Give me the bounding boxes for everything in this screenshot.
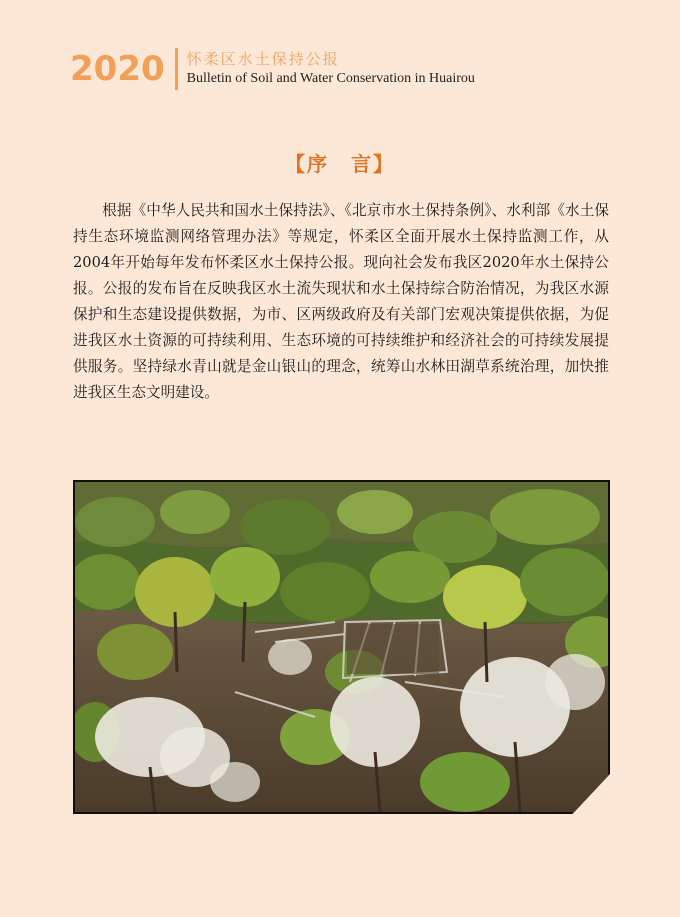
- header-divider: [175, 48, 178, 90]
- section-title-char-1: 序: [307, 152, 329, 176]
- section-bracket-close: 】: [373, 152, 395, 176]
- header-titles: [187, 49, 475, 89]
- header-year: 2020: [70, 49, 165, 89]
- section-title-char-2: 言: [351, 152, 373, 176]
- section-title: [0, 148, 680, 177]
- preface-paragraph: 根据《中华人民共和国水土保持法》、《北京市水土保持条例》、水利部《水土保持生态环境监测网络管理办法》等规定，怀柔区全面开展水土保持监测工作，从2004年开始每年发布怀柔区水土保持公报。现向社会发布我区2020年水土保持公报。公报的发布旨在反映我区水土流失现状和水土保持综合防治情况，为我区水源保护和生态建设提供数据，为市、区两级政府及有关部门宏观决策提供依据，为促进我区水土资源的可持续利用、生态环境的可持续维护和经济社会的可持续发展提供服务。坚持绿水青山就是金山银山的理念，统筹山水林田湖草系统治理，加快推进我区生态文明建设。: [73, 202, 609, 401]
- header-title-en: Bulletin of Soil and Water Conservation in Huairou: [186, 71, 475, 86]
- hillside-photo: [73, 480, 610, 814]
- hillside-photo-illustration: [75, 482, 608, 812]
- header-title-cn: 怀柔区水土保持公报: [186, 50, 340, 68]
- page-header: [70, 46, 475, 92]
- section-bracket-open: 【: [285, 152, 307, 176]
